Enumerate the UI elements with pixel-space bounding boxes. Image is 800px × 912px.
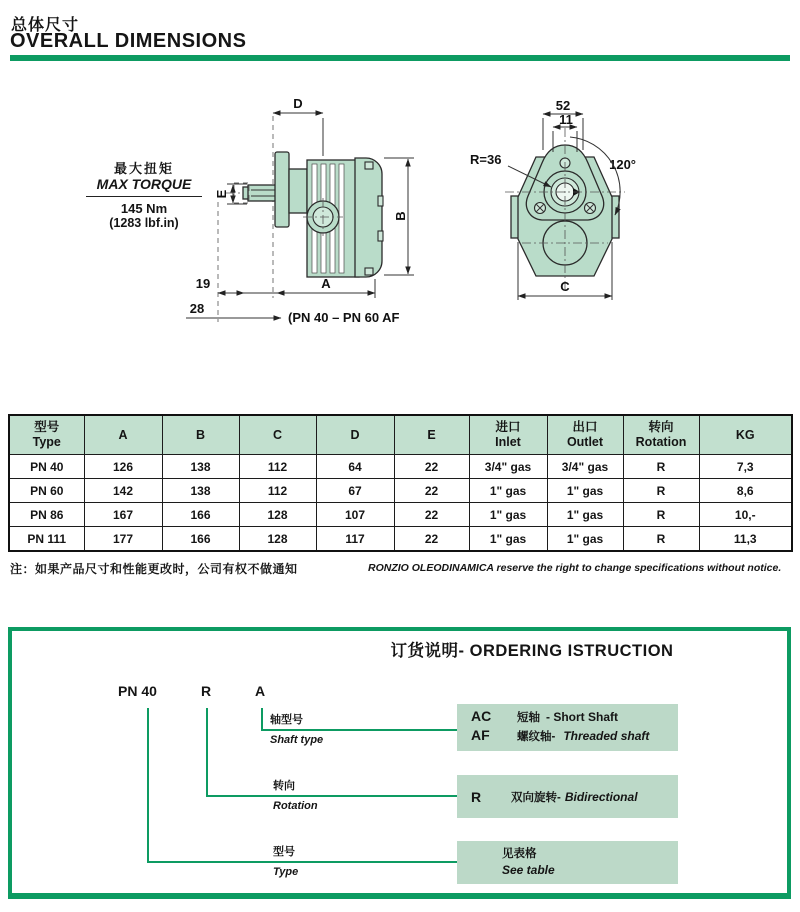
table-cell: 1" gas	[547, 503, 623, 527]
ordering-title: 订货说明- ORDERING ISTRUCTION	[390, 642, 674, 660]
table-row-pn60	[9, 479, 792, 503]
dim-label-a: A	[321, 276, 331, 291]
table-cell: 126	[84, 455, 162, 479]
header-rule	[10, 55, 790, 61]
connector-model-v	[147, 708, 149, 863]
table-cell: R	[623, 527, 699, 552]
variant-note: (PN 40 – PN 60 AF	[288, 310, 400, 325]
table-cell: 128	[239, 527, 316, 552]
table-cell: 112	[239, 455, 316, 479]
table-cell: PN 86	[9, 503, 84, 527]
table-cell: 1" gas	[469, 503, 547, 527]
table-cell: R	[623, 503, 699, 527]
ordering-code-model: PN 40	[118, 683, 157, 699]
table-cell: 117	[316, 527, 394, 552]
col-header-c: C	[239, 415, 316, 455]
pump-side-view	[186, 96, 414, 325]
type-label-zh: 型号	[273, 846, 295, 858]
table-cell: 138	[162, 455, 239, 479]
col-header-rotation: 转向 Rotation	[623, 415, 699, 455]
table-cell: 112	[239, 479, 316, 503]
ordering-instruction-box	[8, 627, 791, 899]
option-code-af: AF	[471, 727, 490, 743]
ordering-code-rotation: R	[201, 683, 212, 699]
table-cell: 166	[162, 503, 239, 527]
col-header-kg: KG	[699, 415, 792, 455]
rotation-label-zh: 转向	[273, 780, 295, 792]
option-en-type: See table	[502, 863, 555, 877]
col-header-a: A	[84, 415, 162, 455]
type-label-en: Type	[273, 866, 299, 878]
table-cell: 3/4" gas	[469, 455, 547, 479]
option-en-af: Threaded shaft	[563, 729, 650, 743]
table-cell: 3/4" gas	[547, 455, 623, 479]
dim-label-d: D	[293, 96, 303, 111]
table-header-row	[9, 415, 792, 455]
option-zh-type: 见表格	[502, 848, 537, 860]
table-cell: 1" gas	[547, 479, 623, 503]
table-cell: 167	[84, 503, 162, 527]
dim-label-19: 19	[195, 276, 211, 291]
table-cell: 128	[239, 503, 316, 527]
dim-label-11: 11	[559, 112, 573, 127]
table-cell: 166	[162, 527, 239, 552]
note-zh: 注：如果产品尺寸和性能更改时，公司有权不做通知	[10, 562, 298, 576]
option-code-ac: AC	[471, 708, 492, 724]
table-cell: PN 111	[9, 527, 84, 552]
connector-rotation-h	[206, 795, 457, 797]
col-header-b: B	[162, 415, 239, 455]
note-en: RONZIO OLEODINAMICA reserve the right to change specifications without notice.	[368, 562, 782, 574]
table-cell: 22	[394, 503, 469, 527]
table-cell: 1" gas	[547, 527, 623, 552]
dim-label-r36: R=36	[470, 152, 502, 167]
technical-drawing	[0, 95, 800, 335]
table-row-pn111	[9, 527, 792, 552]
table-cell: R	[623, 455, 699, 479]
option-code-r: R	[471, 788, 482, 805]
page-title-zh: 总体尺寸	[11, 17, 80, 34]
shaft-type-label-zh: 轴型号	[270, 714, 303, 726]
col-header-d: D	[316, 415, 394, 455]
col-header-outlet: 出口 Outlet	[547, 415, 623, 455]
max-torque-label-zh: 最大扭矩	[113, 161, 174, 176]
type-options-box	[457, 841, 678, 884]
table-cell: 64	[316, 455, 394, 479]
table-cell: 67	[316, 479, 394, 503]
shaft-options-box	[457, 704, 678, 751]
table-cell: R	[623, 479, 699, 503]
table-row-pn40	[9, 455, 792, 479]
dim-label-e: E	[214, 189, 229, 199]
table-cell: 107	[316, 503, 394, 527]
table-cell: 22	[394, 479, 469, 503]
option-zh-ac: 短轴	[517, 712, 540, 724]
connector-shaft-v	[261, 708, 263, 731]
dim-label-120: 120°	[609, 157, 636, 172]
col-header-inlet: 进口 Inlet	[469, 415, 547, 455]
table-cell: PN 40	[9, 455, 84, 479]
dim-label-52: 52	[555, 98, 571, 113]
table-cell: 142	[84, 479, 162, 503]
dim-label-c: C	[560, 279, 570, 294]
pump-front-view	[470, 98, 636, 300]
table-cell: 10,-	[699, 503, 792, 527]
option-en-r: Bidirectional	[564, 789, 638, 804]
dimensions-table	[8, 414, 793, 552]
table-cell: 138	[162, 479, 239, 503]
dim-label-28: 28	[189, 301, 205, 316]
table-cell: 1" gas	[469, 479, 547, 503]
table-row-pn86	[9, 503, 792, 527]
table-cell: 177	[84, 527, 162, 552]
connector-model-h	[147, 861, 457, 863]
table-cell: 1" gas	[469, 527, 547, 552]
max-torque-value: 145 Nm	[120, 200, 168, 216]
table-cell: 8,6	[699, 479, 792, 503]
max-torque-value-imperial: (1283 lbf.in)	[109, 216, 179, 231]
shaft-type-label-en: Shaft type	[270, 734, 324, 746]
table-cell: 7,3	[699, 455, 792, 479]
rotation-label-en: Rotation	[273, 800, 318, 812]
table-cell: 11,3	[699, 527, 792, 552]
connector-shaft-h	[261, 729, 457, 731]
max-torque-label-en: MAX TORQUE	[86, 176, 202, 197]
option-zh-af: 螺纹轴-	[517, 731, 556, 743]
table-cell: PN 60	[9, 479, 84, 503]
connector-rotation-v	[206, 708, 208, 797]
col-header-type: 型号 Type	[9, 415, 84, 455]
page-title-en: OVERALL DIMENSIONS	[10, 30, 247, 52]
dim-label-b: B	[393, 211, 408, 221]
table-cell: 22	[394, 527, 469, 552]
option-zh-r: 双向旋转-	[511, 791, 561, 804]
table-cell: 22	[394, 455, 469, 479]
option-en-ac: - Short Shaft	[546, 710, 618, 724]
col-header-e: E	[394, 415, 469, 455]
ordering-code-shaft: A	[255, 683, 266, 699]
rotation-options-box	[457, 775, 678, 818]
